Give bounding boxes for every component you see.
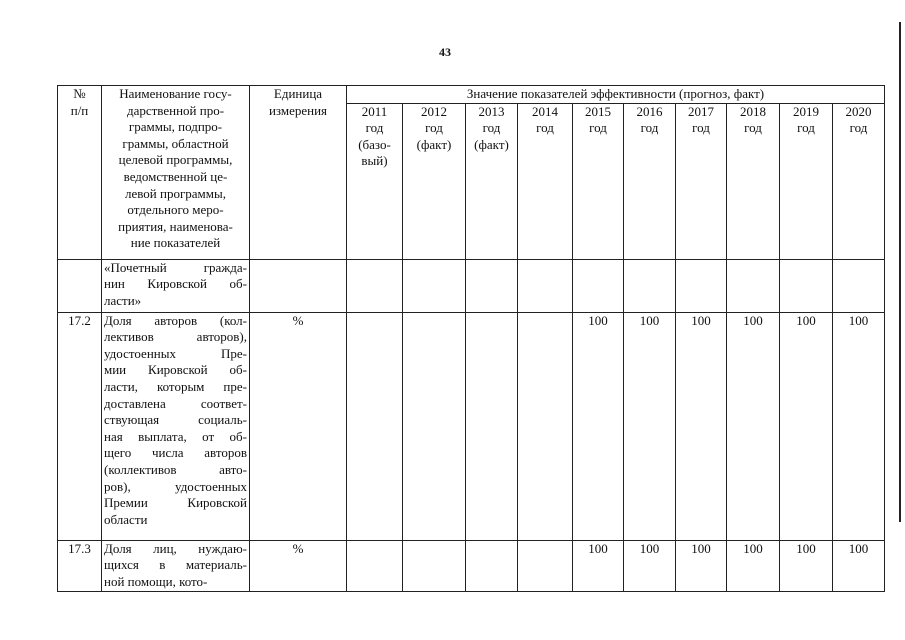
row-value-6	[624, 259, 676, 312]
row-indicator-name	[102, 312, 250, 540]
row-value-2	[403, 312, 466, 540]
header-indicator-group: Значение показателей эффективности (прогноз, факт)	[347, 86, 885, 104]
efficiency-indicators-table	[57, 85, 885, 592]
page-number: 43	[439, 45, 451, 59]
page-edge-rule	[899, 22, 901, 522]
indicator-name-line: Премии Кировской	[104, 495, 247, 511]
row-value-4	[518, 259, 573, 312]
header-unit-text: Единица измерения	[268, 86, 328, 118]
row-value-1	[347, 312, 403, 540]
row-number: 17.3	[58, 540, 102, 591]
header-year-8: 2018 год	[727, 103, 780, 259]
indicator-name-line: Доля авторов (кол-	[104, 312, 247, 328]
row-value-7: 100	[676, 312, 727, 540]
row-value-10	[833, 259, 885, 312]
indicator-name-line: (коллективов авто-	[104, 461, 247, 477]
indicator-name-line: ствующая социаль-	[104, 412, 247, 428]
row-value-1	[347, 540, 403, 591]
table-row	[58, 259, 885, 312]
row-value-3	[466, 312, 518, 540]
header-year-3: 2013 год (факт)	[466, 103, 518, 259]
row-unit: %	[250, 312, 347, 540]
row-value-4	[518, 540, 573, 591]
header-year-9: 2019 год	[780, 103, 833, 259]
header-number-text: № п/п	[70, 86, 89, 118]
row-value-2	[403, 259, 466, 312]
header-number	[58, 86, 102, 260]
indicator-name-line: области	[104, 511, 148, 527]
indicator-name-line: мии Кировской об-	[104, 362, 247, 378]
indicator-name-line: доставлена соответ-	[104, 395, 247, 411]
indicator-name-line: щего числа авторов	[104, 445, 247, 461]
row-value-7	[676, 259, 727, 312]
row-indicator-name	[102, 540, 250, 591]
row-value-8: 100	[727, 312, 780, 540]
row-number	[58, 259, 102, 312]
header-name	[102, 86, 250, 260]
indicator-name-line: лективов авторов),	[104, 329, 247, 345]
row-value-6: 100	[624, 312, 676, 540]
indicator-name-line: ная выплата, от об-	[104, 428, 247, 444]
row-number: 17.2	[58, 312, 102, 540]
row-unit: %	[250, 540, 347, 591]
row-value-8	[727, 259, 780, 312]
indicator-name-line: ров), удостоенных	[104, 478, 247, 494]
header-year-7: 2017 год	[676, 103, 727, 259]
row-value-9: 100	[780, 540, 833, 591]
indicator-name-line: Доля лиц, нуждаю-	[104, 540, 247, 556]
row-unit	[250, 259, 347, 312]
row-indicator-name	[102, 259, 250, 312]
header-year-5: 2015 год	[573, 103, 624, 259]
row-value-10: 100	[833, 312, 885, 540]
header-year-10: 2020 год	[833, 103, 885, 259]
indicator-name-line: щихся в материаль-	[104, 557, 247, 573]
table-row	[58, 540, 885, 591]
row-value-2	[403, 540, 466, 591]
row-value-6: 100	[624, 540, 676, 591]
header-year-6: 2016 год	[624, 103, 676, 259]
row-value-5	[573, 259, 624, 312]
indicator-name-line: «Почетный гражда-	[104, 259, 247, 275]
header-year-1: 2011 год (базо- вый)	[347, 103, 403, 259]
row-value-9	[780, 259, 833, 312]
header-name-text: Наименование госу- дарственной про- граммы, подпро- граммы, областной целевой программы, ведомственной це- левой программы, отдельного меро- приятия, наименова- ние показателей	[118, 86, 233, 251]
header-year-2: 2012 год (факт)	[403, 103, 466, 259]
table-row	[58, 312, 885, 540]
indicator-name-line: ной помощи, кото-	[104, 573, 208, 589]
row-value-7: 100	[676, 540, 727, 591]
row-value-1	[347, 259, 403, 312]
row-value-3	[466, 540, 518, 591]
row-value-4	[518, 312, 573, 540]
row-value-3	[466, 259, 518, 312]
header-row-top	[58, 86, 885, 104]
header-year-4: 2014 год	[518, 103, 573, 259]
row-value-5: 100	[573, 312, 624, 540]
indicator-name-line: удостоенных Пре-	[104, 345, 247, 361]
indicator-name-line: ласти, которым пре-	[104, 378, 247, 394]
row-value-9: 100	[780, 312, 833, 540]
row-value-8: 100	[727, 540, 780, 591]
indicator-name-line: ласти»	[104, 292, 142, 308]
indicator-name-line: нин Кировской об-	[104, 276, 247, 292]
table-body	[58, 259, 885, 591]
row-value-10: 100	[833, 540, 885, 591]
header-unit	[250, 86, 347, 260]
row-value-5: 100	[573, 540, 624, 591]
